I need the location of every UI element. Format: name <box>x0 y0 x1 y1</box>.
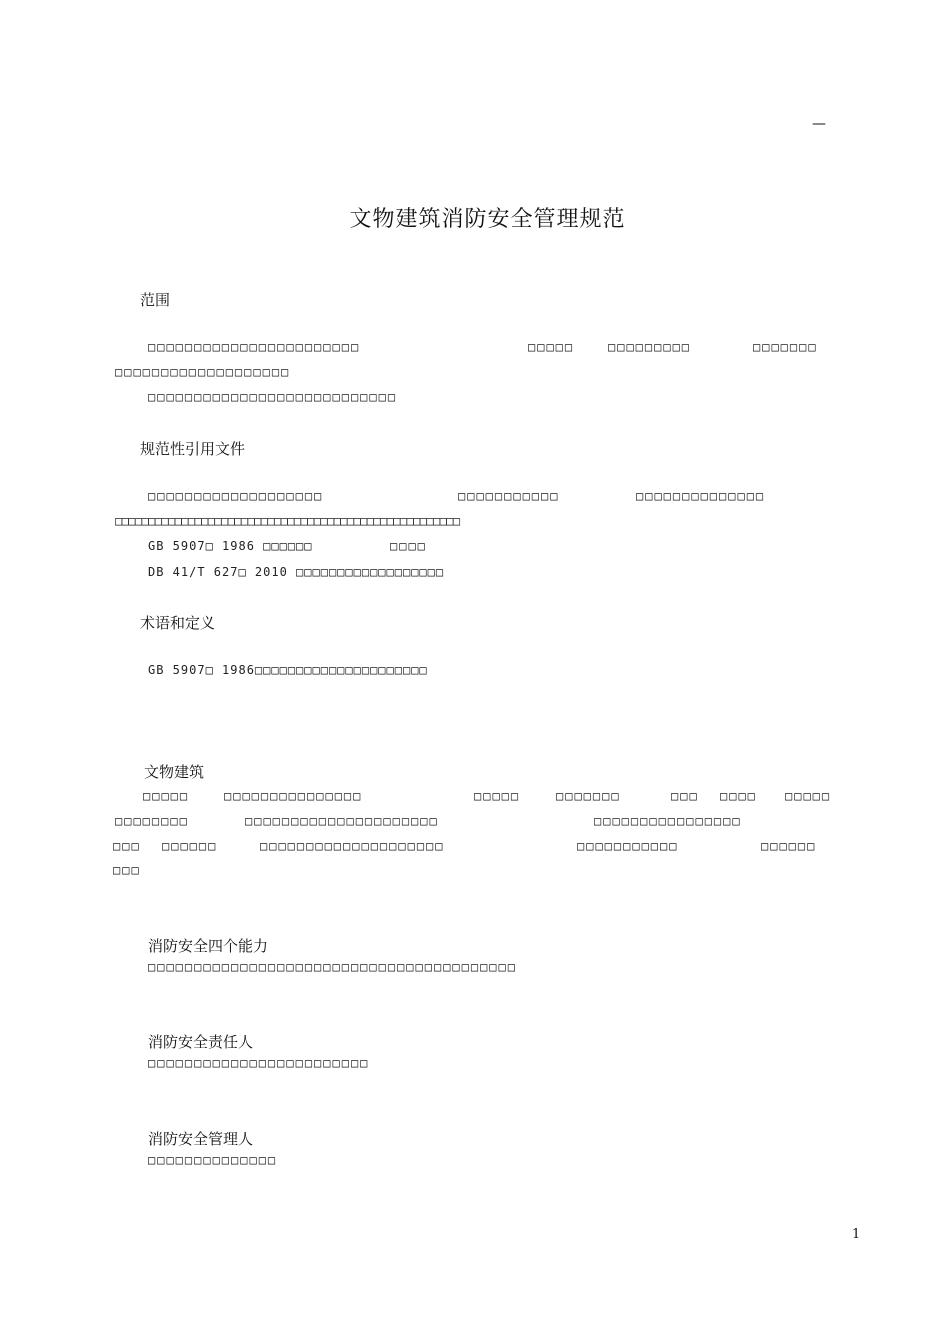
cb-line-1e: □□□ <box>671 789 699 803</box>
scope-line-3: □□□□□□□□□□□□□□□□□□□□□□□□□□□ <box>148 390 398 404</box>
cb-line-1f: □□□□ <box>720 789 757 803</box>
normative-line-2: □□□□□□□□□□□□□□□□□□□□□□□□□□□□□□□□□□□□□□□□□□□□□□□□□□□□ <box>115 514 460 528</box>
section-heading-terms: 术语和定义 <box>140 614 216 632</box>
term-heading-four-abilities: 消防安全四个能力 <box>148 937 269 955</box>
normative-line-1a: □□□□□□□□□□□□□□□□□□□ <box>148 489 324 503</box>
cb-line-2a: □□□□□□□□ <box>115 814 189 828</box>
section-heading-scope: 范围 <box>140 291 171 309</box>
cb-line-1d: □□□□□□□ <box>556 789 621 803</box>
section-heading-normative: 规范性引用文件 <box>140 440 246 458</box>
cb-line-1g: □□□□□ <box>785 789 832 803</box>
scope-line-1c: □□□□□□□□□ <box>608 340 692 354</box>
cb-line-1a: □□□□□ <box>143 789 190 803</box>
cb-line-2b: □□□□□□□□□□□□□□□□□□□□□ <box>245 814 439 828</box>
term-heading-cultural-building: 文物建筑 <box>144 763 205 781</box>
normative-line-1c: □□□□□□□□□□□□□□ <box>636 489 766 503</box>
terms-line: GB 5907□ 1986□□□□□□□□□□□□□□□□□□□□□ <box>148 663 428 677</box>
cb-line-3d: □□□□□□□□□□□ <box>577 839 679 853</box>
normative-ref-db41: DB 41/T 627□ 2010 □□□□□□□□□□□□□□□□□□ <box>148 565 445 579</box>
normative-line-1b: □□□□□□□□□□□ <box>458 489 560 503</box>
cb-line-3c: □□□□□□□□□□□□□□□□□□□□ <box>260 839 445 853</box>
document-title: 文物建筑消防安全管理规范 <box>349 207 626 232</box>
page-number: 1 <box>852 1227 861 1242</box>
term-heading-manager: 消防安全管理人 <box>148 1130 254 1148</box>
responsible-person-line: □□□□□□□□□□□□□□□□□□□□□□□□ <box>148 1056 370 1070</box>
cb-line-4: □□□ <box>113 863 141 877</box>
cb-line-3e: □□□□□□ <box>761 839 817 853</box>
cb-line-1b: □□□□□□□□□□□□□□□ <box>224 789 363 803</box>
scope-line-1a: □□□□□□□□□□□□□□□□□□□□□□□ <box>148 340 361 354</box>
cb-line-3a: □□□ <box>113 839 141 853</box>
scope-line-2: □□□□□□□□□□□□□□□□□□□ <box>115 365 291 379</box>
cb-line-1c: □□□□□ <box>474 789 521 803</box>
scope-line-1d: □□□□□□□ <box>753 340 818 354</box>
normative-ref-gb5907: GB 5907□ 1986 □□□□□□ <box>148 539 313 553</box>
header-dash: — <box>812 116 826 132</box>
scope-line-1b: □□□□□ <box>528 340 575 354</box>
normative-ref-gb5907-tail: □□□□ <box>390 539 427 553</box>
cb-line-2c: □□□□□□□□□□□□□□□□ <box>594 814 742 828</box>
term-heading-responsible-person: 消防安全责任人 <box>148 1033 254 1051</box>
manager-line: □□□□□□□□□□□□□□ <box>148 1153 278 1167</box>
cb-line-3b: □□□□□□ <box>162 839 218 853</box>
four-abilities-line: □□□□□□□□□□□□□□□□□□□□□□□□□□□□□□□□□□□□□□□□ <box>148 960 517 974</box>
